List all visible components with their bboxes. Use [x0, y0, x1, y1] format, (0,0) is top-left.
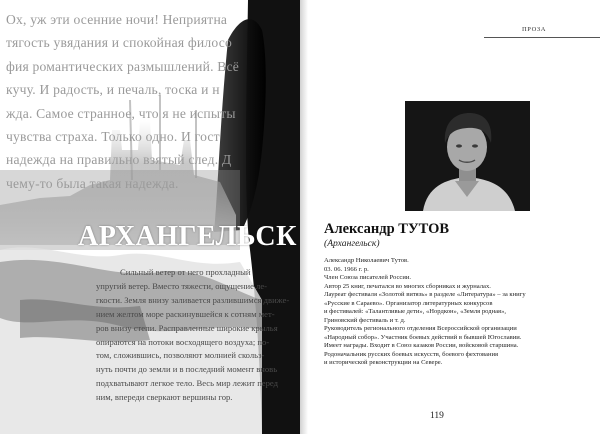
city-title: АРХАНГЕЛЬСК [78, 221, 297, 252]
body-line: ров внизу степи. Расправленные широкие крылья [96, 322, 278, 333]
bio-line: Гриновский фестиваль и т. д. [324, 316, 406, 324]
author-city: (Архангельск) [324, 238, 380, 249]
intro-line: тягость увядания и спокойная филосо [6, 35, 232, 51]
intro-paragraph [6, 8, 294, 195]
intro-line: фия романтических размышлений. Всё [6, 58, 240, 74]
bio-line: Руководитель регионального отделения Всероссийской организации [324, 325, 517, 332]
body-line: ним, впереди сверкают вершины гор. [96, 392, 233, 403]
bio-line: Лауреат фестиваля «Золотой витязь» в разделе «Литература» – за книгу [324, 291, 526, 298]
intro-line: надежда на правильно взятый след. Д [6, 152, 232, 168]
author-photo [405, 101, 530, 211]
bio-line: «Народный собор». Участник боевых действий в бывшей Югославии. [324, 333, 522, 341]
author-bio [324, 257, 584, 368]
intro-line: чувства страха. Только одно. И гост [6, 129, 220, 145]
author-name: Александр ТУТОВ [324, 221, 450, 237]
body-line: Сильный ветер от него прохладный [120, 267, 251, 277]
intro-line: жда. Самое странное, что я не испыты [6, 105, 236, 121]
body-line: подхватывают легкое тело. Весь мир лежит перед [96, 378, 278, 389]
body-line: нием желтом море раскинувшейся к сотням мет- [96, 308, 275, 319]
body-line: опираются на потоки восходящего воздуха; по- [96, 336, 270, 347]
author-portrait-icon [405, 101, 530, 211]
bio-line: Автор 25 книг, печатался во многих сборниках и журналах. [324, 282, 491, 290]
bio-line: Имеет награды. Входит в Союз казаков России, войсковой старшина. [324, 342, 519, 349]
page-number: 119 [430, 411, 444, 421]
intro-line: чему-то была такая надежда. [6, 175, 179, 191]
bio-line: «Русские в Сараево». Организатор литературных конкурсов [324, 299, 493, 307]
section-label: ПРОЗА [522, 26, 547, 33]
bio-line: Александр Николаевич Тутов. [324, 257, 409, 264]
body-line: нуть почти до земли и в последний момент вновь [96, 364, 278, 375]
bio-line: 03. 06. 1966 г. р. [324, 265, 369, 273]
right-page [300, 0, 600, 434]
body-paragraph [96, 266, 296, 405]
intro-line: Ох, уж эти осенние ночи! Неприятна [6, 12, 228, 27]
body-line: гкости. Земля внизу заливается разлившимся движе- [96, 294, 290, 305]
bio-line: и фестивалей: «Талантливые дети», «Нордкон», «Земля родная», [324, 308, 507, 315]
book-spine-shadow [300, 0, 308, 434]
body-line: том, сложившись, позволяют молнией скольз- [96, 350, 265, 361]
bio-line: Родоначальник русских боевых искусств, боевого фехтования [324, 350, 499, 358]
section-rule [484, 37, 600, 38]
bio-line: и исторической реконструкции на Севере. [324, 359, 443, 366]
intro-line: кучу. И радость, и печаль, тоска и н [6, 82, 220, 98]
body-line: упругий ветер. Вместо тяжести, ощущение ле- [96, 280, 268, 291]
bio-line: Член Союза писателей России. [324, 274, 412, 281]
